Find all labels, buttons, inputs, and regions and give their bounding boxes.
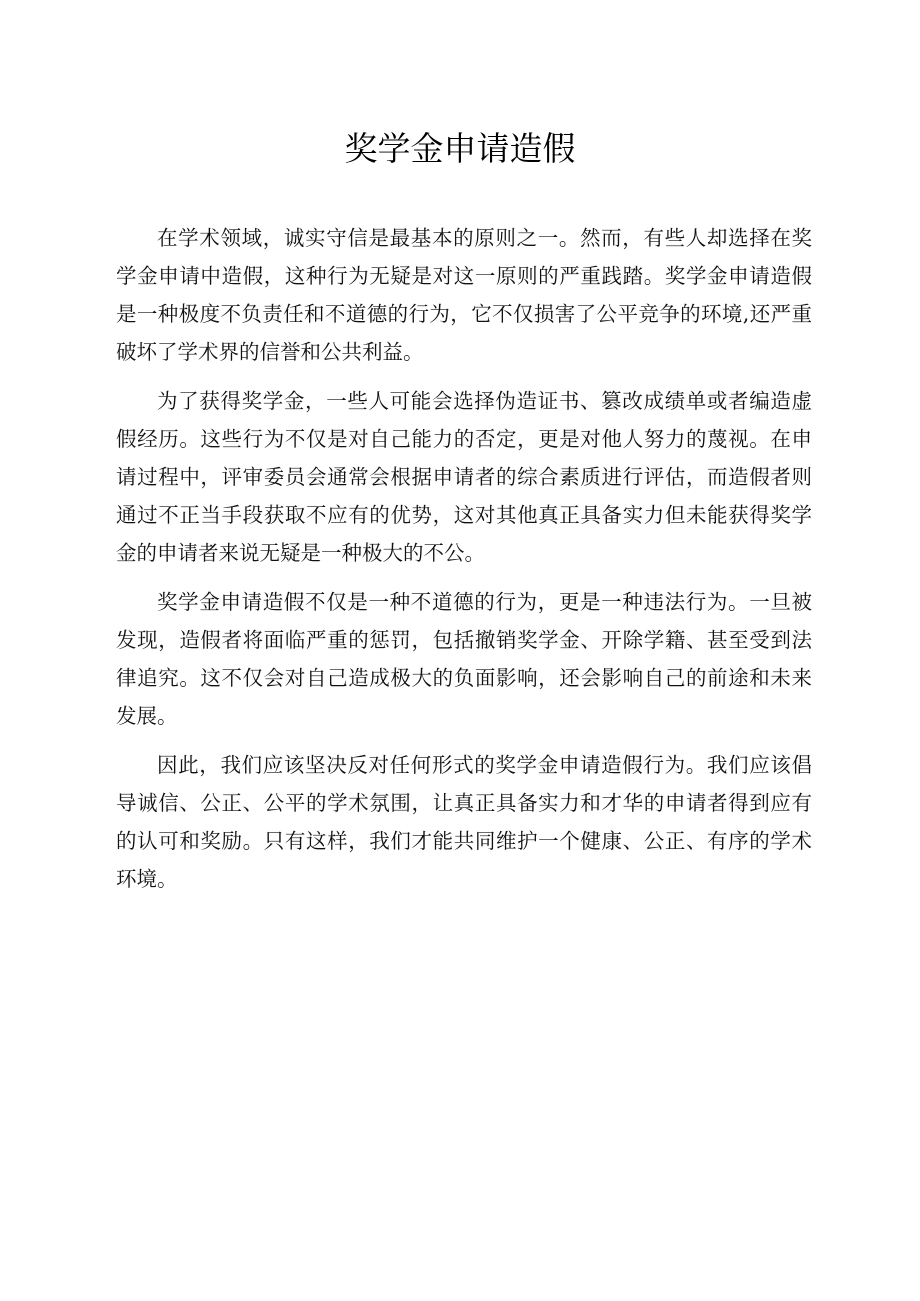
document-title: 奖学金申请造假 (344, 129, 576, 168)
paragraph-2: 为了获得奖学金，一些人可能会选择伪造证书、篡改成绩单或者编造虚假经历。这些行为不仅是对自己能力的否定，更是对他人努力的蔑视。在申请过程中，评审委员会通常会根据申请者的综合素质进行评估，而造假者则通过不正当手段获取不应有的优势，这对其他真正具备实力但未能获得奖学金的申请者来说无疑是一种极大的不公。 (116, 389, 812, 565)
document-body (116, 219, 812, 909)
paragraph-3: 奖学金申请造假不仅是一种不道德的行为，更是一种违法行为。一旦被发现，造假者将面临严重的惩罚，包括撤销奖学金、开除学籍、甚至受到法律追究。这不仅会对自己造成极大的负面影响，还会影响自己的前途和未来发展。 (116, 590, 812, 728)
paragraph-4: 因此，我们应该坚决反对任何形式的奖学金申请造假行为。我们应该倡导诚信、公正、公平的学术氛围，让真正具备实力和才华的申请者得到应有的认可和奖励。只有这样，我们才能共同维护一个健康、公正、有序的学术环境。 (116, 753, 812, 891)
paragraph-1: 在学术领域，诚实守信是最基本的原则之一。然而，有些人却选择在奖学金申请中造假，这种行为无疑是对这一原则的严重践踏。奖学金申请造假是一种极度不负责任和不道德的行为，它不仅损害了公平竞争的环境,还严重破坏了学术界的信誉和公共利益。 (116, 226, 812, 364)
